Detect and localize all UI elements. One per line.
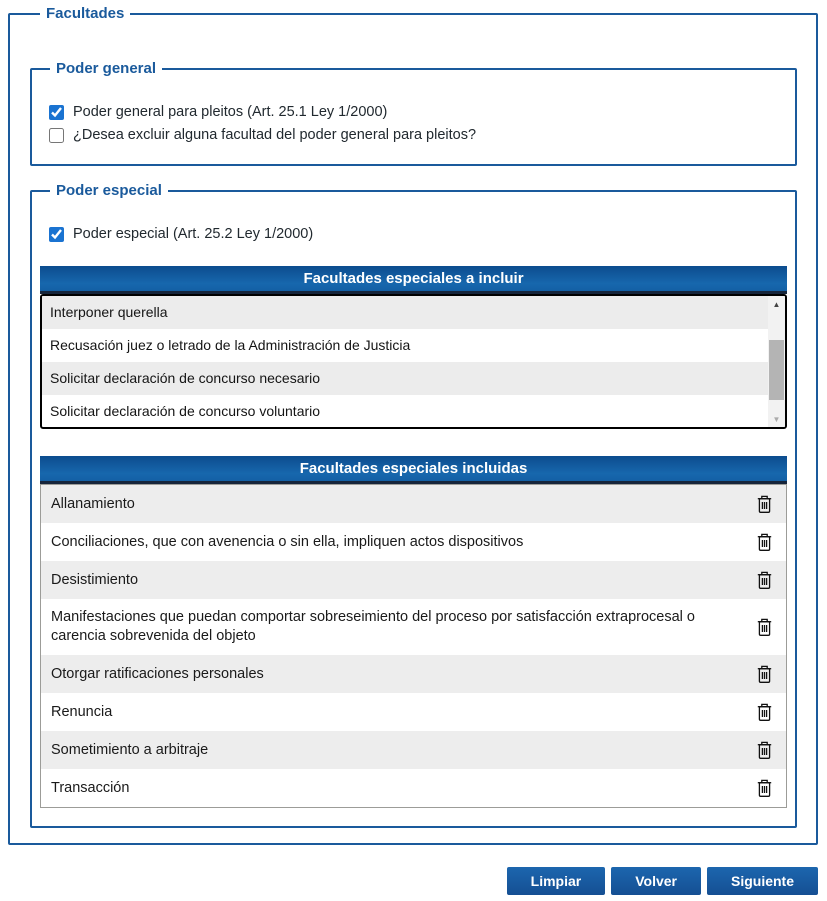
trash-icon: [756, 533, 773, 552]
row-label: Otorgar ratificaciones personales: [51, 665, 264, 682]
table-row: [41, 523, 786, 561]
siguiente-button[interactable]: Siguiente: [707, 867, 818, 895]
facultades-legend: Facultades: [46, 5, 125, 22]
delete-row-button[interactable]: [754, 664, 774, 684]
table-row: [41, 485, 786, 523]
delete-row-button[interactable]: [754, 778, 774, 798]
poder-general-pleitos-label: Poder general para pleitos (Art. 25.1 Ley 1/2000): [73, 104, 388, 120]
trash-icon: [756, 665, 773, 684]
scroll-down-icon[interactable]: ▼: [772, 414, 781, 424]
excluir-facultad-row: [49, 127, 787, 143]
incluir-options: [42, 296, 768, 427]
incluidas-header: Facultades especiales incluidas: [40, 456, 787, 484]
poder-especial-checkbox[interactable]: [49, 227, 64, 242]
scrollbar-thumb[interactable]: [769, 340, 784, 400]
table-row: [41, 599, 786, 655]
poder-especial-label: Poder especial (Art. 25.2 Ley 1/2000): [73, 226, 314, 242]
incluir-listbox: [40, 294, 787, 429]
delete-row-button[interactable]: [754, 532, 774, 552]
trash-icon: [756, 495, 773, 514]
excluir-facultad-label: ¿Desea excluir alguna facultad del poder general para pleitos?: [73, 127, 477, 143]
row-label: Allanamiento: [51, 495, 135, 512]
trash-icon: [756, 779, 773, 798]
list-option[interactable]: Solicitar declaración de concurso voluntario: [50, 403, 321, 419]
trash-icon: [756, 741, 773, 760]
table-row: [41, 693, 786, 731]
table-row: [41, 561, 786, 599]
table-row: [41, 655, 786, 693]
trash-icon: [756, 703, 773, 722]
trash-icon: [756, 571, 773, 590]
list-option[interactable]: Recusación juez o letrado de la Administración de Justicia: [50, 337, 411, 353]
poder-general-legend: Poder general: [56, 60, 157, 77]
row-label: Transacción: [51, 779, 130, 796]
delete-row-button[interactable]: [754, 494, 774, 514]
poder-especial-row: [49, 226, 787, 242]
action-button-bar: [0, 867, 818, 895]
listbox-scrollbar[interactable]: [768, 296, 785, 427]
scroll-up-icon[interactable]: ▲: [772, 299, 781, 309]
row-label: Conciliaciones, que con avenencia o sin ella, impliquen actos dispositivos: [51, 533, 524, 550]
delete-row-button[interactable]: [754, 617, 774, 637]
excluir-facultad-checkbox[interactable]: [49, 128, 64, 143]
row-label: Desistimiento: [51, 571, 139, 588]
facultades-fieldset: [8, 6, 818, 845]
poder-general-pleitos-checkbox[interactable]: [49, 105, 64, 120]
list-option[interactable]: Interponer querella: [42, 296, 768, 329]
incluidas-table: [40, 484, 787, 808]
trash-icon: [756, 618, 773, 637]
list-option[interactable]: Solicitar declaración de concurso necesario: [42, 362, 768, 395]
table-row: [41, 769, 786, 807]
row-label: Sometimiento a arbitraje: [51, 741, 209, 758]
poder-especial-legend: Poder especial: [56, 182, 162, 199]
row-label: Manifestaciones que puedan comportar sobreseimiento del proceso por satisfacción extraprocesal o carencia sobrevenida del objeto: [51, 609, 695, 644]
delete-row-button[interactable]: [754, 570, 774, 590]
table-row: [41, 731, 786, 769]
volver-button[interactable]: Volver: [611, 867, 701, 895]
poder-general-fieldset: [30, 61, 797, 166]
incluir-header: Facultades especiales a incluir: [40, 266, 787, 294]
delete-row-button[interactable]: [754, 740, 774, 760]
delete-row-button[interactable]: [754, 702, 774, 722]
row-label: Renuncia: [51, 703, 113, 720]
limpiar-button[interactable]: Limpiar: [507, 867, 606, 895]
poder-especial-fieldset: [30, 183, 797, 828]
poder-general-pleitos-row: [49, 104, 787, 120]
